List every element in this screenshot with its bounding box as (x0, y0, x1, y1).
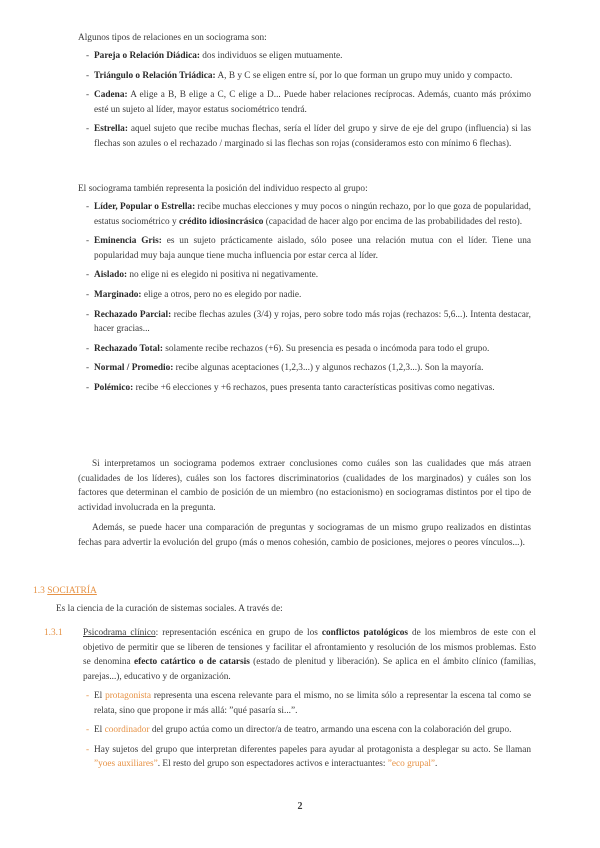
body-text: : representación escénica en grupo de los (155, 628, 322, 638)
definition: A elige a B, B elige a C, C elige a D... Puede haber relaciones recíprocas. Además, cuanto más próximo esté un sujeto al líder, mayor estatus sociométrico tendrá. (94, 90, 531, 115)
definition: recibe flechas azules (3/4) y rojas, pero sobre todo más rojas (rechazos: 5,6...). Intenta destacar, hacer gracias... (94, 309, 531, 335)
body-text: . (435, 759, 438, 770)
list-item (86, 381, 531, 396)
section-title: SOCIATRÍA (47, 586, 97, 596)
body-text: . El resto del grupo son espectadores activos e interactuantes: (157, 759, 388, 770)
highlight: coordinador (104, 725, 150, 736)
list-item (86, 88, 531, 117)
term: Rechazado Total: (94, 343, 163, 354)
list-item (86, 288, 531, 303)
highlight: ”eco grupal” (387, 759, 436, 770)
definition: no elige ni es elegido ni positiva ni negativamente. (127, 270, 319, 281)
body-text: El (94, 725, 105, 736)
positions-intro: El sociograma también representa la posición del individuo respecto al grupo: (78, 184, 368, 194)
list-item (86, 689, 531, 718)
term: Rechazado Parcial: (94, 309, 172, 320)
definition: recibe muchas elecciones y muy pocos o ningún rechazo, por lo que goza de popularidad, estatus sociométrico y (94, 202, 531, 227)
definition: aquel sujeto que recibe muchas flechas, sería el líder del grupo y sirve de eje del grupo (influencia) si las flechas son azules o el rechazado / marginado si las flechas son rojas (consideramos esto con mínimo 6 flechas). (94, 124, 531, 149)
term: Triángulo o Relación Triádica: (94, 70, 216, 81)
definition: es un sujeto prácticamente aislado, sólo posee una relación mutua con el líder. Tiene una popularidad muy baja aunque tiene mucha influencia por estar cerca al líder. (94, 236, 531, 261)
body-text: El (94, 691, 106, 701)
term: Eminencia Gris: (94, 236, 162, 247)
term: crédito idiosincrásico (178, 216, 264, 227)
relations-intro: Algunos tipos de relaciones en un sociograma son: (78, 33, 267, 43)
highlight: ”yoes auxiliares” (94, 759, 158, 770)
definition: recibe +6 elecciones y +6 rechazos, pues presenta tanto características positivas como negativas. (133, 382, 495, 393)
list-item (86, 342, 531, 357)
conclusion-paragraph: Si interpretamos un sociograma podemos extraer conclusiones como cuáles son las cualidades que más atraen (cualidades de los líderes), cuáles son los factores discriminatorios (cualidades de los marginados) y cuáles son los factores que determinan el cambio de posición de un miembro (no estacionismo) en sociogramas distintos por el tipo de actividad involucrada en la pregunta. (78, 459, 531, 513)
section-heading (33, 584, 97, 599)
body-text: Hay sujetos del grupo que interpretan diferentes papeles para ayudar al protagonista a desplegar su acto. Se llaman (94, 744, 531, 755)
roles-list (86, 689, 531, 777)
list-item (86, 200, 531, 229)
term: Polémico: (94, 382, 134, 393)
term: Líder, Popular o Estrella: (94, 202, 196, 212)
subsection-body (83, 626, 536, 684)
body-text: de los miembros de este con el objetivo de permitir que se liberen de tensiones y facilitar el afrontamiento y resolución de los mismos problemas. Esto se denomina (83, 628, 536, 668)
list-item (86, 743, 531, 772)
list-item (86, 69, 531, 84)
definition: A, B y C se eligen entre sí, por lo que forman un grupo muy unido y compacto. (215, 70, 513, 81)
term: Cadena: (94, 90, 128, 101)
term: conflictos patológicos (321, 628, 408, 638)
subsection-title: Psicodrama clínico (83, 628, 156, 638)
highlight: protagonista (105, 691, 152, 701)
body-text: (estado de plenitud y liberación). Se aplica en el ámbito clínico (familias, parejas...), educativo y de organización. (83, 657, 536, 682)
list-item (86, 308, 531, 337)
definition: elige a otros, pero no es elegido por nadie. (141, 289, 302, 300)
body-text: del grupo actúa como un director/a de teatro, armando una escena con la colaboración del grupo. (149, 725, 512, 736)
term: efecto catártico o de catarsis (133, 657, 250, 668)
definition: dos individuos se eligen mutuamente. (199, 51, 343, 61)
term: Normal / Promedio: (94, 363, 174, 374)
section-description: Es la ciencia de la curación de sistemas sociales. A través de: (56, 604, 283, 614)
term: Aislado: (94, 270, 128, 281)
term: Estrella: (94, 124, 128, 135)
positions-list (86, 200, 531, 401)
definition: (capacidad de hacer algo por encima de las probabilidades del resto). (263, 216, 523, 227)
body-text: representa una escena relevante para el mismo, no se limita sólo a representar la escena tal como se relata, sino que propone ir más allá: ”qué pasaría si...”. (94, 691, 531, 716)
list-item (86, 122, 531, 151)
comparison-paragraph: Además, se puede hacer una comparación de preguntas y sociogramas de un mismo grupo realizados en distintas fechas para advertir la evolución del grupo (más o menos cohesión, cambio de posiciones, mejores o peores vínculos...). (78, 523, 531, 548)
subsection-number: 1.3.1 (44, 628, 63, 638)
list-item (86, 268, 531, 283)
definition: recibe algunas aceptaciones (1,2,3...) y algunos rechazos (1,2,3...). Son la mayoría. (173, 363, 484, 374)
list-item (86, 49, 531, 64)
section-number: 1.3 (33, 586, 45, 596)
term: Pareja o Relación Diádica: (94, 51, 200, 61)
list-item (86, 234, 531, 263)
list-item (86, 361, 531, 376)
term: Marginado: (94, 289, 142, 300)
list-item (86, 723, 531, 738)
definition: solamente recibe rechazos (+6). Su presencia es pesada o incómoda para todo el grupo. (162, 343, 490, 354)
relations-list (86, 49, 531, 157)
page-number: 2 (297, 801, 303, 812)
